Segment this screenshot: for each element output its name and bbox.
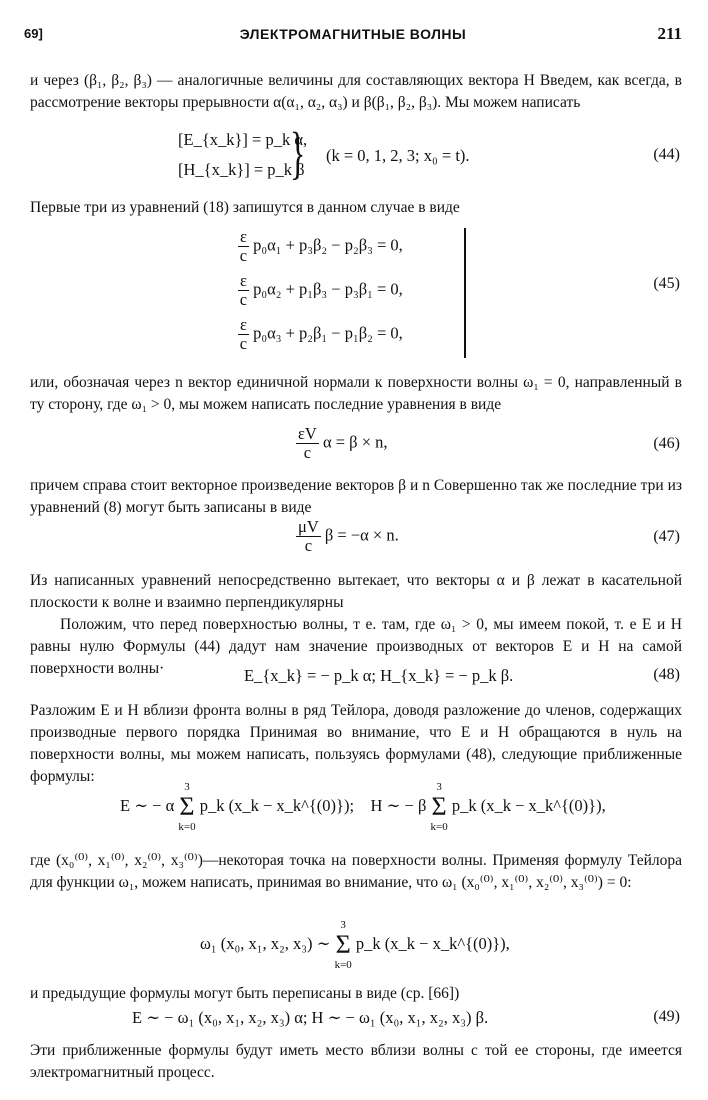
- eq47-body: β = −α × n.: [324, 525, 399, 545]
- eq49-body: E ∼ − ω₁ (x₀, x₁, x₂, x₃) α; H ∼ − ω₁ (x₀, x₁, x₂, x₃) β.: [132, 1008, 489, 1027]
- summation-sign: 3 Σ k=0: [430, 781, 448, 833]
- eq45-fraction: $\frac{\varepsilon}{c}$: [239, 315, 248, 353]
- taylor-left-b: p_k (x_k − x_k^{(0)});: [199, 795, 355, 815]
- summation-sign: 3 Σ k=0: [334, 919, 352, 971]
- page-number: 211: [657, 24, 682, 43]
- eq46-fraction: $\frac{\varepsilon V}{c}$: [298, 424, 317, 462]
- eq45-row3: [238, 316, 403, 353]
- eq47-number: (47): [653, 528, 680, 545]
- omega-left: ω₁ (x₀, x₁, x₂, x₃) ∼: [200, 933, 331, 953]
- section-number: 69]: [24, 26, 43, 41]
- paragraph-3: или, обозначая через n вектор единичной нормали к поверхности волны ω₁ = 0, направленный в ту сторону, где ω₁ > 0, мы можем написать последние уравнения в виде: [30, 374, 682, 413]
- eq-omega: [200, 918, 510, 972]
- eq49-number: (49): [653, 1008, 680, 1025]
- eq45-brace: [464, 228, 466, 358]
- page-header: [24, 26, 682, 48]
- taylor-left-a: E ∼ − α: [120, 795, 175, 815]
- eq45-row2: [238, 272, 403, 309]
- eq45-number: (45): [653, 275, 680, 292]
- omega-right: p_k (x_k − x_k^{(0)}),: [355, 933, 510, 953]
- paragraph-8: где (x₀⁽⁰⁾, x₁⁽⁰⁾, x₂⁽⁰⁾, x₃⁽⁰⁾)—некоторая точка на поверхности волны. Применяя формулу Тейлора для функции ω₁, можем написать, принимая во внимание, что ω₁ (x₀⁽⁰⁾, x₁⁽⁰⁾, x₂⁽⁰⁾, x₃⁽⁰⁾) = 0:: [30, 852, 682, 891]
- eq44-condition: (k = 0, 1, 2, 3; x₀ = t).: [326, 146, 470, 165]
- eq45-line3: p₀α₃ + p₂β₁ − p₁β₂ = 0,: [253, 323, 403, 343]
- eq44-brace: }: [290, 120, 306, 185]
- eq44-line1: [E_{x_k}] = p_k α,: [178, 130, 308, 149]
- eq-taylor: [120, 780, 606, 834]
- eq45-row1: [238, 228, 403, 265]
- paragraph-4: причем справа стоит векторное произведение векторов β и n Совершенно так же последние три из уравнений (8) могут быть записаны в виде: [30, 477, 682, 516]
- paragraph-7: Разложим E и H вблизи фронта волны в ряд Тейлора, доводя разложение до членов, содержащих производные первого порядка Принимая во внимание, что E и H обращаются в нуль на поверхности волны, мы можем написать, пользуясь формулами (48), следующие приближенные формулы:: [30, 702, 682, 785]
- paragraph-1: и через (β₁, β₂, β₃) — аналогичные величины для составляющих вектора H Введем, как всегда, в рассмотрение векторы прерывности α(α₁, α₂, α₃) и β(β₁, β₂, β₃). Мы можем написать: [30, 72, 682, 111]
- eq47-fraction: $\frac{\mu V}{c}$: [298, 517, 319, 555]
- taylor-right-a: H ∼ − β: [370, 795, 427, 815]
- eq45-line2: p₀α₂ + p₁β₃ − p₃β₁ = 0,: [253, 279, 403, 299]
- eq45-fraction: $\frac{\varepsilon}{c}$: [239, 227, 248, 265]
- taylor-right-b: p_k (x_k − x_k^{(0)}),: [451, 795, 606, 815]
- running-title: ЭЛЕКТРОМАГНИТНЫЕ ВОЛНЫ: [239, 26, 467, 42]
- eq48-number: (48): [653, 666, 680, 683]
- eq47: [296, 518, 399, 555]
- eq46-number: (46): [653, 435, 680, 452]
- eq46-body: α = β × n,: [322, 432, 388, 452]
- eq44-number: (44): [653, 146, 680, 163]
- paragraph-2: Первые три из уравнений (18) запишутся в данном случае в виде: [30, 199, 460, 216]
- eq45-line1: p₀α₁ + p₃β₂ − p₂β₃ = 0,: [253, 235, 403, 255]
- summation-sign: 3 Σ k=0: [178, 781, 196, 833]
- eq48-body: E_{x_k} = − p_k α; H_{x_k} = − p_k β.: [244, 666, 514, 685]
- paragraph-6: Положим, что перед поверхностью волны, т е. там, где ω₁ > 0, мы имеем покой, т. е E и H равны нулю Формулы (44) дадут нам значение производных от векторов E и H на самой поверхности волны·: [30, 616, 682, 677]
- paragraph-5: Из написанных уравнений непосредственно вытекает, что векторы α и β лежат в касательной плоскости к волне и взаимно перпендикулярны: [30, 572, 682, 611]
- eq46: [296, 425, 388, 462]
- paragraph-9: и предыдущие формулы могут быть переписаны в виде (ср. [66]): [30, 985, 460, 1002]
- eq44-line2: [H_{x_k}] = p_k β: [178, 160, 305, 179]
- paragraph-10: Эти приближенные формулы будут иметь место вблизи волны с той ее стороны, где имеется электромагнитный процесс.: [30, 1042, 682, 1081]
- eq45-fraction: $\frac{\varepsilon}{c}$: [239, 271, 248, 309]
